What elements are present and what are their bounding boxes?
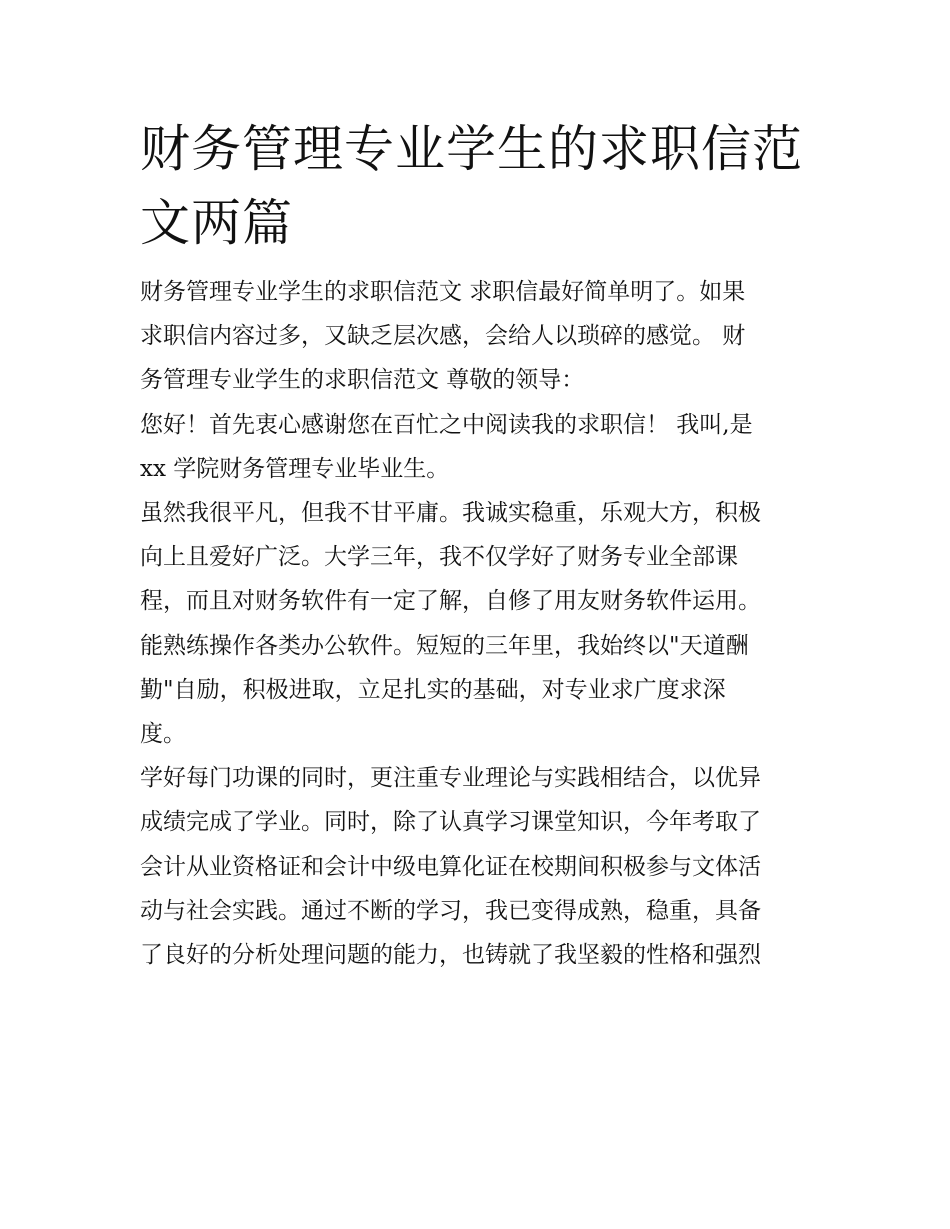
text-line: 向上且爱好广泛。大学三年，我不仅学好了财务专业全部课 <box>140 544 738 571</box>
text-line: 度。 <box>140 721 186 748</box>
text-line: 勤"自励，积极进取，立足扎实的基础，对专业求广度求深 <box>140 676 726 703</box>
title-line: 文两篇 <box>140 194 293 252</box>
text-line: 求职信内容过多，又缺乏层次感，会给人以琐碎的感觉。 财 <box>140 323 746 350</box>
text-line: 能熟练操作各类办公软件。短短的三年里，我始终以"天道酬 <box>140 632 749 659</box>
paragraph-intro <box>140 270 812 403</box>
text-line: xx 学院财务管理专业毕业生。 <box>140 455 450 482</box>
paragraph-self-description <box>140 491 812 756</box>
paragraph-practice <box>140 756 812 977</box>
text-line: 成绩完成了学业。同时，除了认真学习课堂知识，今年考取了 <box>140 809 761 836</box>
text-line: 动与社会实践。通过不断的学习，我已变得成熟，稳重，具备 <box>140 897 761 924</box>
text-line: 学好每门功课的同时，更注重专业理论与实践相结合，以优异 <box>140 765 761 792</box>
text-line: 务管理专业学生的求职信范文 尊敬的领导： <box>140 367 585 394</box>
document-title <box>140 112 812 260</box>
text-line: 财务管理专业学生的求职信范文 求职信最好简单明了。如果 <box>140 279 746 305</box>
title-line: 财务管理专业学生的求职信范 <box>140 120 803 178</box>
text-line: 程，而且对财务软件有一定了解，自修了用友财务软件运用。 <box>140 588 761 615</box>
text-line: 您好！首先衷心感谢您在百忙之中阅读我的求职信！ 我叫,是 <box>140 411 753 438</box>
paragraph-greeting <box>140 403 812 491</box>
text-line: 了良好的分析处理问题的能力，也铸就了我坚毅的性格和强烈 <box>140 942 761 969</box>
document-page <box>140 112 812 977</box>
text-line: 虽然我很平凡，但我不甘平庸。我诚实稳重，乐观大方，积极 <box>140 500 761 527</box>
text-line: 会计从业资格证和会计中级电算化证在校期间积极参与文体活 <box>140 853 761 880</box>
